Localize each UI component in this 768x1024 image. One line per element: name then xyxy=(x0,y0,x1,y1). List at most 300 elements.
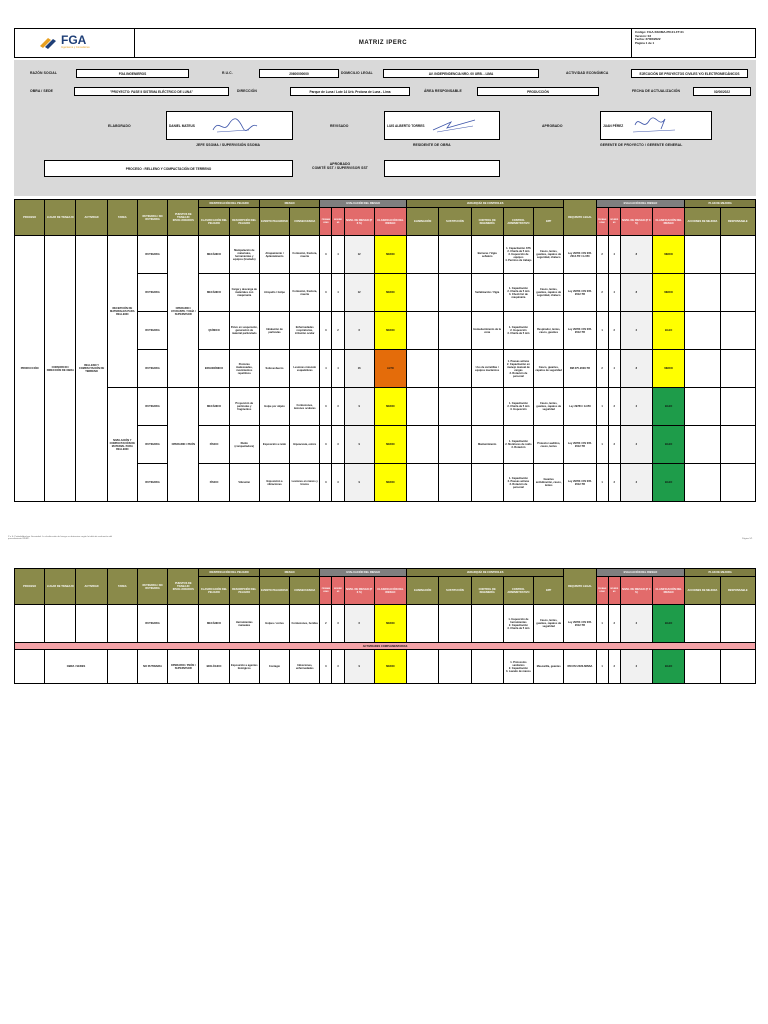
direccion-label: DIRECCIÓN xyxy=(237,89,257,93)
cell-eliminacion xyxy=(407,388,439,426)
cell-res-nivel: 2 xyxy=(620,312,652,350)
cell-desc-peligro: Herramientas manuales xyxy=(229,605,259,643)
cell-administrativo: 1. Pausas activas 2. Capacitación en manejo manual de cargas 3. Rotación de personal xyxy=(503,350,533,388)
col-desc-peligro: DESCRIPCIÓN DEL PELIGRO xyxy=(229,577,259,605)
cell-rutinaria: RUTINARIA xyxy=(137,388,167,426)
cell-rutinaria: RUTINARIA xyxy=(137,605,167,643)
col-proceso: PROCESO xyxy=(15,200,45,236)
cell-clas-peligro: BIOLÓGICO xyxy=(199,650,229,684)
col-res-prob: PROBABILIDAD xyxy=(596,577,608,605)
col-proceso: PROCESO xyxy=(15,569,45,605)
col-clas-peligro: CLASIFICACIÓN DEL PELIGRO xyxy=(199,208,229,236)
footnote-right: Página 1/1 xyxy=(742,538,753,540)
cell-acciones xyxy=(685,350,720,388)
cell-prob: 3 xyxy=(320,650,332,684)
cell-res-nivel: 8 xyxy=(620,350,652,388)
cell-req-legal: Ley 29783 / DS 005-2012-TR xyxy=(564,426,596,464)
cell-req-legal: Ley 29783 / DS 005-2012-TR xyxy=(564,312,596,350)
logo xyxy=(38,32,118,54)
domicilio-label: DOMICILIO LEGAL xyxy=(341,71,373,75)
cell-lugar xyxy=(45,605,76,643)
group-residual: EVALUACIÓN DEL RIESGO xyxy=(596,200,685,208)
cell-consecuencia: Contusiones, lesiones oculares xyxy=(290,388,320,426)
group-plan: PLAN DE MEJORA xyxy=(685,569,756,577)
cell-desc-peligro: Carga y descarga de materiales con maquinaria xyxy=(229,274,259,312)
col-ingenieria: CONTROL DE INGENIERÍA xyxy=(471,208,503,236)
cell-desc-peligro: Manipulación de materiales, herramientas y equipos (traslado) xyxy=(229,236,259,274)
table-row xyxy=(15,650,756,684)
cell-clas-riesgo: ALTO xyxy=(374,350,406,388)
col-clas-riesgo: CLASIFICACIÓN DEL RIESGO xyxy=(374,577,406,605)
table-head-page2 xyxy=(15,569,756,605)
cell-prob: 3 xyxy=(320,426,332,464)
revisado-role: RESIDENTE DE OBRA xyxy=(413,143,451,147)
cell-responsable xyxy=(720,274,755,312)
page-title: MATRIZ IPERC xyxy=(358,40,408,46)
cell-clas-peligro: FÍSICO xyxy=(199,426,229,464)
cell-sustitucion xyxy=(439,426,471,464)
ruc-label: R.U.C. xyxy=(222,71,233,75)
col-res-clas: CLASIFICACIÓN DEL RIESGO xyxy=(653,208,685,236)
table-row xyxy=(15,388,756,426)
cell-nivel: 9 xyxy=(344,650,374,684)
cell-administrativo: 1. Protocolos sanitarios 2. Capacitación 3. Lavado de manos xyxy=(503,650,533,684)
cell-epp: Casco, lentes, guantes, zapatos de seguridad xyxy=(534,388,564,426)
cell-lugar: OBRA / SEDES xyxy=(45,650,107,684)
cell-tarea xyxy=(107,650,137,684)
cell-clas-riesgo: MEDIO xyxy=(374,605,406,643)
cell-desc-peligro: Proyección de partículas y fragmentos xyxy=(229,388,259,426)
elaborado-sign-box xyxy=(166,111,293,140)
col-lugar: LUGAR DE TRABAJO xyxy=(45,569,76,605)
revisado-name: LUIS ALBERTO TORRES xyxy=(387,123,425,128)
cell-res-prob: 1 xyxy=(596,388,608,426)
cell-sev: 2 xyxy=(332,312,344,350)
cell-res-nivel: 3 xyxy=(620,464,652,502)
cell-res-clas: BAJO xyxy=(653,312,685,350)
cell-res-clas: BAJO xyxy=(653,650,685,684)
group-identificacion: IDENTIFICACIÓN DEL PELIGRO xyxy=(199,200,259,208)
aprobado-sst-sub: COMITÉ SST / SUPERVISOR SST xyxy=(312,166,368,170)
col-puesto: PUESTOS DE TRABAJO INVOLUCRADOS xyxy=(168,569,199,605)
cell-proceso xyxy=(15,605,45,643)
cell-res-sev: 3 xyxy=(608,650,620,684)
col-res-prob: PROBABILIDAD xyxy=(596,208,608,236)
group-evaluacion: EVALUACIÓN DEL RIESGO xyxy=(320,569,407,577)
cell-eliminacion xyxy=(407,650,439,684)
aprobado-sst-box xyxy=(384,160,500,177)
cell-clas-riesgo: MEDIO xyxy=(374,426,406,464)
cell-res-clas: MEDIO xyxy=(653,350,685,388)
cell-tarea: RECEPCIÓN DE MATERIALES PARA RELLENO xyxy=(107,236,137,388)
group-controles: JERARQUÍA DE CONTROLES xyxy=(407,200,564,208)
col-epp: EPP xyxy=(534,208,564,236)
cell-res-clas: MEDIO xyxy=(653,274,685,312)
cell-acciones xyxy=(685,464,720,502)
col-sustitucion: SUSTITUCIÓN xyxy=(439,208,471,236)
cell-consecuencia: Enfermedades respiratorias, irritación ocular xyxy=(290,312,320,350)
group-evaluacion: EVALUACIÓN DEL RIESGO xyxy=(320,200,407,208)
cell-proceso: PRODUCCIÓN xyxy=(15,236,45,502)
table-body-page2 xyxy=(15,605,756,684)
cell-administrativo: 1. Capacitación 2. Monitoreo de ruido 3. Rotación xyxy=(503,426,533,464)
table-head xyxy=(15,200,756,236)
cell-ingenieria xyxy=(471,605,503,643)
cell-evento: Inhalación de partículas xyxy=(259,312,289,350)
cell-evento: Sobreesfuerzo xyxy=(259,350,289,388)
ruc-field: 20600000000 xyxy=(259,69,339,78)
group-riesgo: RIESGO xyxy=(259,569,319,577)
cell-epp: Respirador, lentes, casco, guantes xyxy=(534,312,564,350)
cell-responsable xyxy=(720,312,755,350)
cell-evento: Exposición a vibraciones xyxy=(259,464,289,502)
cell-ingenieria: Mantenimiento xyxy=(471,426,503,464)
cell-res-clas: BAJO xyxy=(653,464,685,502)
cell-epp: Casco, lentes, guantes, zapatos de seguridad, chaleco xyxy=(534,236,564,274)
cell-req-legal: Ley 29783 / G.050 xyxy=(564,388,596,426)
cell-rutinaria: RUTINARIA xyxy=(137,274,167,312)
cell-puesto xyxy=(168,605,199,643)
col-rutinaria: RUTINARIA / NO RUTINARIA xyxy=(137,200,167,236)
cell-administrativo: 1. Capacitación ATS 2. Charla de 5 min 3. Inspección de equipos 4. Permiso de trabajo xyxy=(503,236,533,274)
cell-res-sev: 3 xyxy=(608,605,620,643)
cell-epp: Casco, lentes, guantes, zapatos de seguridad, chaleco xyxy=(534,274,564,312)
cell-acciones xyxy=(685,605,720,643)
fecha-act-field: 02/06/2022 xyxy=(693,87,751,96)
cell-res-sev: 4 xyxy=(608,350,620,388)
aprobado-role: GERENTE DE PROYECTO / GERENTE GENERAL xyxy=(600,143,683,147)
cell-eliminacion xyxy=(407,426,439,464)
cell-sustitucion xyxy=(439,605,471,643)
cell-res-sev: 4 xyxy=(608,236,620,274)
col-req-legal: REQUISITO LEGAL xyxy=(564,569,596,605)
cell-ingenieria: Barreras / Vigía señalero xyxy=(471,236,503,274)
doc-meta-box xyxy=(631,28,756,58)
cell-prob: 2 xyxy=(320,605,332,643)
doc-page: Página 1 de 1 xyxy=(635,41,655,45)
cell-epp: Protector auditivo, casco, lentes xyxy=(534,426,564,464)
col-sustitucion: SUSTITUCIÓN xyxy=(439,577,471,605)
aprobado-sign-box xyxy=(600,111,712,140)
group-controles: JERARQUÍA DE CONTROLES xyxy=(407,569,564,577)
actividad-label: ACTIVIDAD ECONÓMICA xyxy=(566,71,609,75)
cell-res-prob: 1 xyxy=(596,426,608,464)
cell-consecuencia: Lesiones en manos y brazos xyxy=(290,464,320,502)
cell-ingenieria: Humedecimiento de la zona xyxy=(471,312,503,350)
cell-evento: Atrapamiento / Aplastamiento xyxy=(259,236,289,274)
cell-acciones xyxy=(685,236,720,274)
cell-consecuencia: Hipoacusia, estrés xyxy=(290,426,320,464)
cell-prob: 3 xyxy=(320,274,332,312)
cell-epp: Casco, guantes, zapatos de seguridad xyxy=(534,350,564,388)
col-res-sev: SEVERIDAD xyxy=(608,577,620,605)
table-row xyxy=(15,605,756,643)
cell-evento: Golpe por objeto xyxy=(259,388,289,426)
cell-clas-peligro: MECÁNICO xyxy=(199,605,229,643)
cell-administrativo: 1. Capacitación 2. Charla de 5 min 3. Check list de maquinaria xyxy=(503,274,533,312)
obra-field: "PROYECTO: FASE II SISTEMA ELÉCTRICO DE LUNA" xyxy=(74,87,229,96)
col-nivel: NIVEL DE RIESGO (P X S) xyxy=(344,577,374,605)
cell-clas-riesgo: MEDIO xyxy=(374,464,406,502)
cell-eliminacion xyxy=(407,312,439,350)
signature-aprobado xyxy=(631,115,677,137)
signature-revisado xyxy=(431,116,477,136)
col-clas-riesgo: CLASIFICACIÓN DEL RIESGO xyxy=(374,208,406,236)
cell-nivel: 12 xyxy=(344,236,374,274)
col-acciones: ACCIONES DE MEJORA xyxy=(685,208,720,236)
cell-res-nivel: 8 xyxy=(620,274,652,312)
cell-actividad: RELLENO Y COMPACTACIÓN DE TERRENO xyxy=(76,236,107,502)
cell-prob: 3 xyxy=(320,388,332,426)
cell-res-sev: 3 xyxy=(608,426,620,464)
cell-eliminacion xyxy=(407,605,439,643)
cell-clas-riesgo: MEDIO xyxy=(374,650,406,684)
aprobado-sst-title: APROBADO xyxy=(329,162,351,166)
domicilio-field: AV. INDEPENDENCIA NRO. 00 URB. - LIMA xyxy=(383,69,539,78)
col-desc-peligro: DESCRIPCIÓN DEL PELIGRO xyxy=(229,208,259,236)
signature-elaborado xyxy=(209,116,259,136)
area-field: PRODUCCIÓN xyxy=(477,87,599,96)
group-riesgo: RIESGO xyxy=(259,200,319,208)
cell-nivel: 6 xyxy=(344,605,374,643)
cell-responsable xyxy=(720,464,755,502)
logo-sub: Ingenieros y Consultores xyxy=(61,46,90,49)
col-acciones: ACCIONES DE MEJORA xyxy=(685,577,720,605)
cell-evento: Golpes / cortes xyxy=(259,605,289,643)
cell-res-nivel: 3 xyxy=(620,605,652,643)
cell-clas-riesgo: MEDIO xyxy=(374,274,406,312)
cell-tarea xyxy=(107,605,137,643)
cell-nivel: 9 xyxy=(344,426,374,464)
cell-responsable xyxy=(720,388,755,426)
cell-ingenieria xyxy=(471,650,503,684)
cell-prob: 3 xyxy=(320,236,332,274)
cell-puesto: OPERARIO / AYUDANTE / VIGÍA / SUPERVISOR xyxy=(168,236,199,388)
cell-eliminacion xyxy=(407,236,439,274)
col-evento: EVENTO PELIGROSO xyxy=(259,577,289,605)
cell-evento: Atropello / Golpe xyxy=(259,274,289,312)
cell-epp: Guantes antivibración, casco, lentes xyxy=(534,464,564,502)
cell-clas-riesgo: MEDIO xyxy=(374,388,406,426)
col-lugar: LUGAR DE TRABAJO xyxy=(45,200,76,236)
cell-desc-peligro: Ruido (compactadora) xyxy=(229,426,259,464)
cell-res-clas: BAJO xyxy=(653,605,685,643)
cell-sev: 4 xyxy=(332,274,344,312)
cell-sev: 4 xyxy=(332,350,344,388)
col-res-clas: CLASIFICACIÓN DEL RIESGO xyxy=(653,577,685,605)
cell-responsable xyxy=(720,650,755,684)
aprobado-name: JUAN PÉREZ xyxy=(603,123,624,128)
cell-consecuencia: Infecciones, enfermedades xyxy=(290,650,320,684)
cell-nivel: 9 xyxy=(344,388,374,426)
cell-lugar: CONSORCIO / DIRECCIÓN DE OBRA xyxy=(45,236,76,502)
col-eliminacion: ELIMINACIÓN xyxy=(407,577,439,605)
group-plan: PLAN DE MEJORA xyxy=(685,200,756,208)
cell-responsable xyxy=(720,350,755,388)
col-req-legal: REQUISITO LEGAL xyxy=(564,200,596,236)
cell-rutinaria: RUTINARIA xyxy=(137,426,167,464)
cell-consecuencia: Contusiones, heridas xyxy=(290,605,320,643)
logo-icon xyxy=(38,34,58,50)
cell-eliminacion xyxy=(407,464,439,502)
cell-ingenieria xyxy=(471,388,503,426)
cell-sev: 3 xyxy=(332,650,344,684)
cell-desc-peligro: Exposición a agentes biológicos xyxy=(229,650,259,684)
cell-res-clas: BAJO xyxy=(653,388,685,426)
footnote-left: P x S: Probabilidad por Severidad. La clasificación del riesgo se determina según la tabla de evaluación del procedimiento IPERC. xyxy=(8,536,113,540)
col-sev: SEVERIDAD xyxy=(332,208,344,236)
col-prob: PROBABILIDAD xyxy=(320,208,332,236)
cell-res-nivel: 3 xyxy=(620,650,652,684)
cell-tarea: NIVELACIÓN Y COMPACTACIÓN DE MATERIAL PARA RELLENO xyxy=(107,388,137,502)
cell-sustitucion xyxy=(439,312,471,350)
section-band-row xyxy=(15,643,756,650)
col-rutinaria: RUTINARIA / NO RUTINARIA xyxy=(137,569,167,605)
cell-res-nivel: 3 xyxy=(620,426,652,464)
cell-sev: 3 xyxy=(332,464,344,502)
cell-epp: Casco, lentes, guantes, zapatos de seguridad xyxy=(534,605,564,643)
cell-evento: Exposición a ruido xyxy=(259,426,289,464)
cell-desc-peligro: Posturas inadecuadas, movimientos repetitivos xyxy=(229,350,259,388)
cell-clas-peligro: QUÍMICO xyxy=(199,312,229,350)
cell-sustitucion xyxy=(439,274,471,312)
cell-res-prob: 2 xyxy=(596,274,608,312)
cell-actividad xyxy=(76,605,107,643)
cell-req-legal: RM 972-2020-MINSA xyxy=(564,650,596,684)
cell-res-sev: 4 xyxy=(608,274,620,312)
cell-req-legal: Ley 29783 / DS 005-2012-TR / G.050 xyxy=(564,236,596,274)
col-ingenieria: CONTROL DE INGENIERÍA xyxy=(471,577,503,605)
cell-ingenieria: Uso de carretillas / equipos mecánicos xyxy=(471,350,503,388)
cell-administrativo: 1. Capacitación 2. Charla de 5 min 3. Inspección xyxy=(503,388,533,426)
cell-responsable xyxy=(720,236,755,274)
aprobado-label: APROBADO xyxy=(542,124,563,128)
col-responsable: RESPONSABLE xyxy=(720,208,755,236)
cell-prob: 3 xyxy=(320,464,332,502)
doc-version: Versión: 03 xyxy=(635,34,652,38)
cell-rutinaria: RUTINARIA xyxy=(137,312,167,350)
col-epp: EPP xyxy=(534,577,564,605)
cell-epp: Mascarilla, guantes xyxy=(534,650,564,684)
fecha-act-label: FECHA DE ACTUALIZACIÓN xyxy=(632,89,681,93)
cell-res-prob: 1 xyxy=(596,605,608,643)
cell-sustitucion xyxy=(439,236,471,274)
iperc-table-page2 xyxy=(14,568,756,684)
cell-sev: 3 xyxy=(332,605,344,643)
cell-rutinaria: RUTINARIA xyxy=(137,350,167,388)
group-identificacion: IDENTIFICACIÓN DEL PELIGRO xyxy=(199,569,259,577)
cell-rutinaria: NO RUTINARIA xyxy=(137,650,167,684)
cell-res-sev: 2 xyxy=(608,312,620,350)
cell-res-nivel: 8 xyxy=(620,236,652,274)
col-res-sev: SEVERIDAD xyxy=(608,208,620,236)
aprobado-sst-label xyxy=(300,162,380,170)
revisado-sign-box xyxy=(384,111,500,140)
cell-prob: 3 xyxy=(320,312,332,350)
cell-responsable xyxy=(720,426,755,464)
cell-res-prob: 2 xyxy=(596,236,608,274)
doc-code: Código: FGA-SSOMA-PR-01-FT-01 xyxy=(635,31,684,34)
cell-rutinaria: RUTINARIA xyxy=(137,464,167,502)
cell-clas-peligro: MECÁNICO xyxy=(199,274,229,312)
col-nivel: NIVEL DE RIESGO (P X S) xyxy=(344,208,374,236)
cell-responsable xyxy=(720,605,755,643)
col-administrativo: CONTROL ADMINISTRATIVO xyxy=(503,577,533,605)
cell-proceso xyxy=(15,650,45,684)
area-label: ÁREA RESPONSABLE xyxy=(424,89,462,93)
table-body xyxy=(15,236,756,502)
cell-clas-peligro: MECÁNICO xyxy=(199,388,229,426)
cell-req-legal: Ley 29783 / DS 005-2012-TR xyxy=(564,605,596,643)
cell-rutinaria: RUTINARIA xyxy=(137,236,167,274)
cell-administrativo: 1. Capacitación 2. Pausas activas 3. Rotación de personal xyxy=(503,464,533,502)
cell-res-clas: BAJO xyxy=(653,426,685,464)
cell-consecuencia: Lesiones músculo esqueléticas xyxy=(290,350,320,388)
col-tarea: TAREA xyxy=(107,569,137,605)
col-administrativo: CONTROL ADMINISTRATIVO xyxy=(503,208,533,236)
cell-res-sev: 3 xyxy=(608,388,620,426)
cell-acciones xyxy=(685,274,720,312)
cell-puesto: OPERARIO / PEÓN xyxy=(168,388,199,502)
cell-req-legal: RM 375-2008-TR xyxy=(564,350,596,388)
cell-acciones xyxy=(685,388,720,426)
cell-nivel: 12 xyxy=(344,274,374,312)
col-consecuencia: CONSECUENCIA xyxy=(290,577,320,605)
cell-res-nivel: 3 xyxy=(620,388,652,426)
cell-nivel: 16 xyxy=(344,350,374,388)
col-consecuencia: CONSECUENCIA xyxy=(290,208,320,236)
cell-prob: 4 xyxy=(320,350,332,388)
obra-label: OBRA / SEDE xyxy=(30,89,54,93)
col-evento: EVENTO PELIGROSO xyxy=(259,208,289,236)
cell-consecuencia: Contusión, fractura, muerte xyxy=(290,236,320,274)
logo-text: FGA xyxy=(61,33,87,47)
cell-sustitucion xyxy=(439,388,471,426)
cell-consecuencia: Contusión, fractura, muerte xyxy=(290,274,320,312)
col-prob: PROBABILIDAD xyxy=(320,577,332,605)
col-actividad: ACTIVIDAD xyxy=(76,200,107,236)
group-residual: EVALUACIÓN DEL RIESGO xyxy=(596,569,685,577)
cell-sustitucion xyxy=(439,350,471,388)
cell-sev: 3 xyxy=(332,426,344,464)
proceso-box: PROCESO : RELLENO Y COMPACTACIÓN DE TERRENO xyxy=(44,160,293,177)
iperc-table xyxy=(14,199,756,502)
cell-res-clas: MEDIO xyxy=(653,236,685,274)
cell-evento: Contagio xyxy=(259,650,289,684)
razon-social-label: RAZÓN SOCIAL xyxy=(30,71,58,75)
cell-sustitucion xyxy=(439,650,471,684)
elaborado-name: DANIEL MATEUS xyxy=(169,123,195,128)
cell-res-prob: 2 xyxy=(596,350,608,388)
cell-nivel: 6 xyxy=(344,312,374,350)
col-res-nivel: NIVEL DE RIESGO (P X S) xyxy=(620,577,652,605)
cell-res-prob: 1 xyxy=(596,464,608,502)
cell-clas-peligro: ERGONÓMICO xyxy=(199,350,229,388)
cell-administrativo: 1. Capacitación 2. Inspección 3. Charla de 5 min xyxy=(503,312,533,350)
col-tarea: TAREA xyxy=(107,200,137,236)
cell-administrativo: 1. Inspección de herramientas 2. Capacitación 3. Charla de 5 min xyxy=(503,605,533,643)
section-band: ACTIVIDADES COMPLEMENTARIAS xyxy=(15,643,756,650)
table-row xyxy=(15,236,756,274)
cell-nivel: 9 xyxy=(344,464,374,502)
cell-res-sev: 3 xyxy=(608,464,620,502)
col-sev: SEVERIDAD xyxy=(332,577,344,605)
cell-acciones xyxy=(685,650,720,684)
col-puesto: PUESTOS DE TRABAJO INVOLUCRADOS xyxy=(168,200,199,236)
cell-res-prob: 1 xyxy=(596,650,608,684)
actividad-field: EJECUCIÓN DE PROYECTOS CIVILES Y/O ELECTROMECÁNICOS xyxy=(631,69,748,78)
razon-social-field: FGA INGENIEROS xyxy=(76,69,189,78)
